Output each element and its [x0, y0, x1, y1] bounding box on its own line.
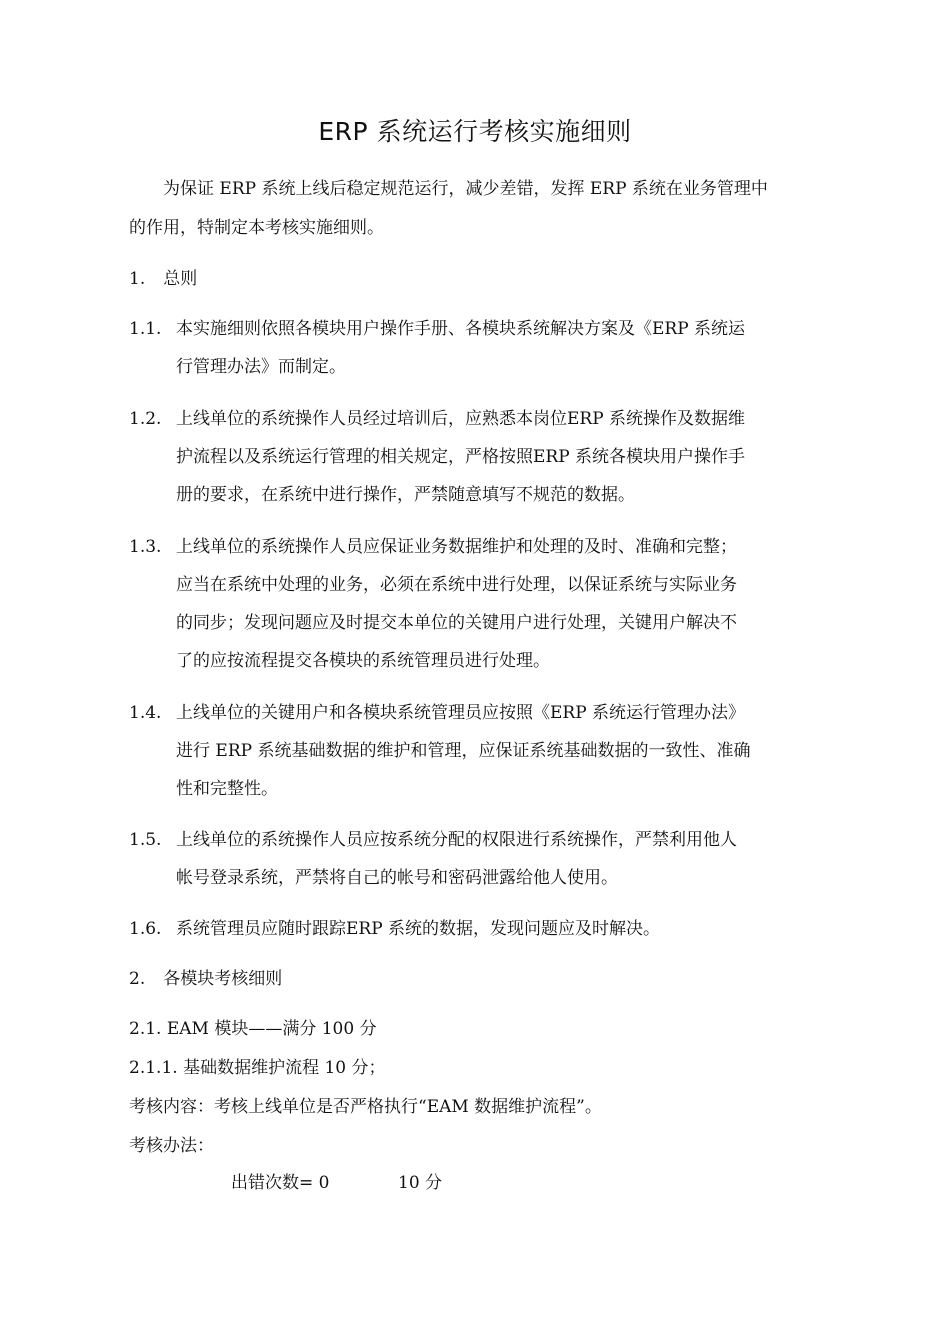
item-number: 1.1. — [129, 319, 162, 339]
item-line: 应当在系统中处理的业务，必须在系统中进行处理，以保证系统与实际业务 — [176, 575, 737, 595]
section-1-heading — [129, 268, 197, 290]
item-line: 的同步；发现问题应及时提交本单位的关键用户进行处理，关键用户解决不 — [176, 613, 737, 633]
section-2-heading — [129, 968, 282, 990]
item-line: 进行 ERP 系统基础数据的维护和管理，应保证系统基础数据的一致性、准确 — [176, 741, 751, 761]
section-label: 总则 — [163, 269, 198, 289]
item-line: 帐号登录系统，严禁将自己的帐号和密码泄露给他人使用。 — [176, 868, 618, 888]
subsection-2-1-1: 2.1.1. 基础数据维护流程 10 分； — [129, 1058, 386, 1078]
item-line: 上线单位的系统操作人员应按系统分配的权限进行系统操作，严禁利用他人 — [176, 830, 737, 850]
item-line: 上线单位的系统操作人员应保证业务数据维护和处理的及时、准确和完整； — [176, 537, 737, 557]
item-line: 本实施细则依照各模块用户操作手册、各模块系统解决方案及《ERP 系统运 — [176, 319, 746, 339]
item-line: 上线单位的系统操作人员经过培训后，应熟悉本岗位ERP 系统操作及数据维 — [176, 409, 746, 429]
item-line: 册的要求，在系统中进行操作，严禁随意填写不规范的数据。 — [176, 485, 635, 505]
item-line: 了的应按流程提交各模块的系统管理员进行处理。 — [176, 651, 550, 671]
item-line: 上线单位的关键用户和各模块系统管理员应按照《ERP 系统运行管理办法》 — [176, 703, 746, 723]
intro-line-1: 为保证 ERP 系统上线后稳定规范运行，减少差错，发挥 ERP 系统在业务管理中 — [163, 179, 768, 199]
intro-line-2: 的作用，特制定本考核实施细则。 — [129, 218, 384, 238]
item-line: 性和完整性。 — [176, 779, 278, 799]
item-number: 1.2. — [129, 409, 162, 429]
item-line: 护流程以及系统运行管理的相关规定，严格按照ERP 系统各模块用户操作手 — [176, 447, 746, 467]
assessment-method-label: 考核办法： — [129, 1136, 214, 1156]
score-condition: 出错次数= 0 — [231, 1173, 330, 1193]
item-number: 1.5. — [129, 830, 162, 850]
section-label: 各模块考核细则 — [163, 969, 283, 989]
item-line: 行管理办法》而制定。 — [176, 357, 346, 377]
section-number: 2. — [129, 969, 146, 989]
subsection-2-1: 2.1. EAM 模块——满分 100 分 — [129, 1019, 377, 1039]
document-title: ERP 系统运行考核实施细则 — [318, 117, 632, 146]
assessment-content: 考核内容：考核上线单位是否严格执行“EAM 数据维护流程”。 — [129, 1097, 602, 1117]
item-number: 1.4. — [129, 703, 162, 723]
item-number: 1.3. — [129, 537, 162, 557]
item-number: 1.6. — [129, 919, 162, 939]
score-value: 10 分 — [398, 1173, 443, 1193]
item-line: 系统管理员应随时跟踪ERP 系统的数据，发现问题应及时解决。 — [176, 919, 661, 939]
section-number: 1. — [129, 269, 146, 289]
